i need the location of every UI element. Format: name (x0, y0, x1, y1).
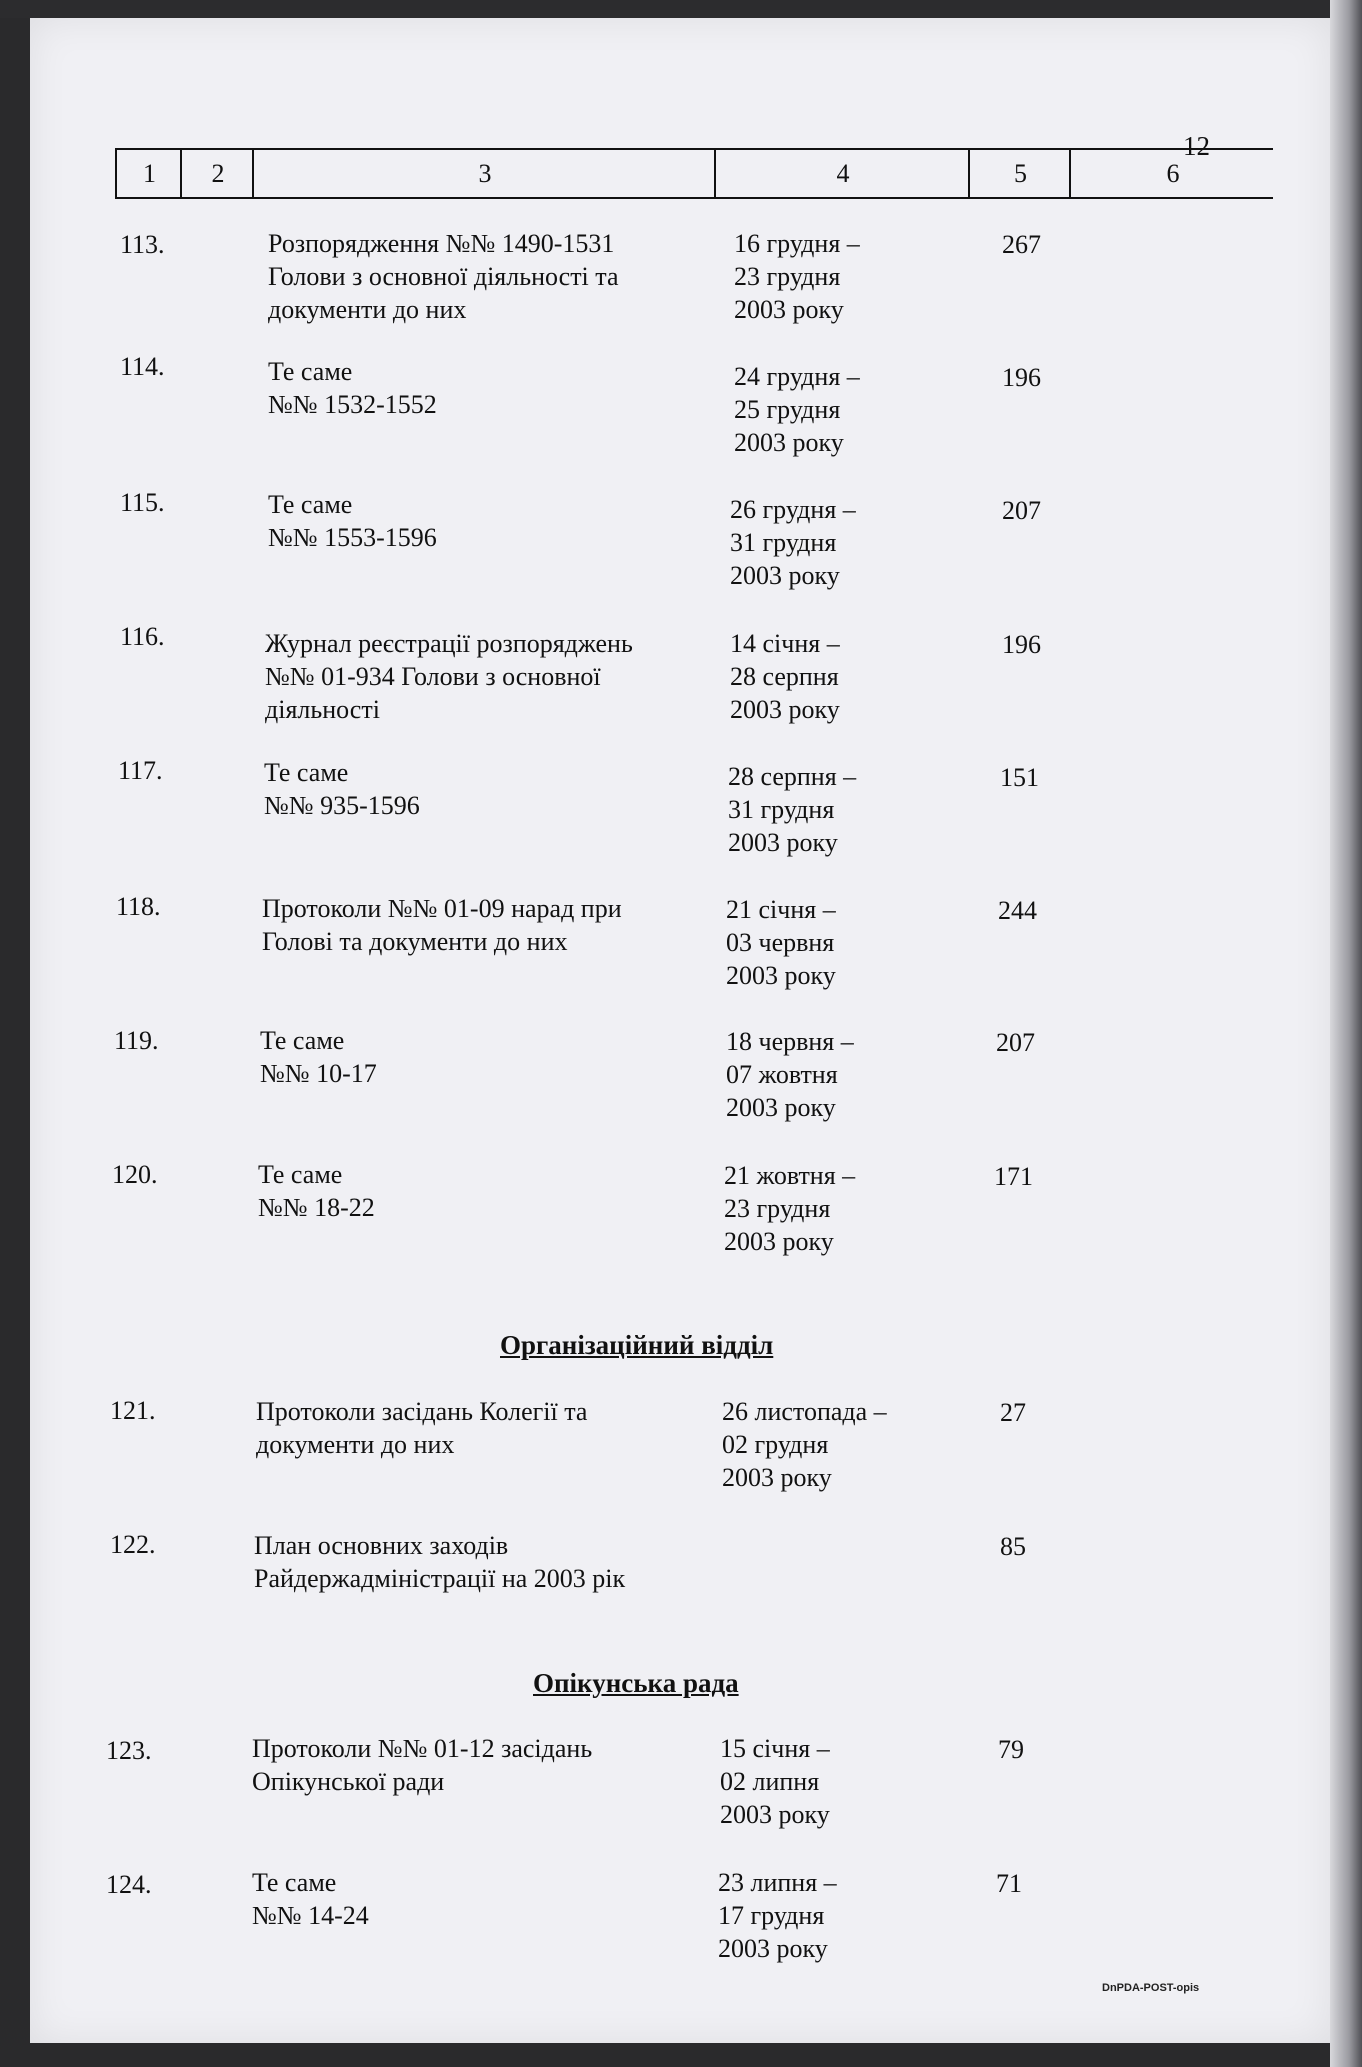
row-number: 119. (114, 1026, 159, 1055)
page-number: 12 (1183, 131, 1210, 161)
row-dates: 16 грудня – 23 грудня 2003 року (734, 229, 860, 324)
column-header-row (115, 148, 1273, 199)
scan-top-edge (0, 0, 1362, 18)
column-header-2: 2 (180, 150, 254, 197)
archive-stamp: DnPDA-POST-opis (1102, 1982, 1200, 1994)
row-title: Протоколи №№ 01-12 засідань Опікунської ради (252, 1734, 593, 1796)
column-header-3: 3 (252, 150, 716, 197)
row-sheet-count: 244 (998, 896, 1037, 925)
row-number: 113. (120, 230, 165, 259)
row-sheet-count: 196 (1002, 363, 1041, 392)
row-sheet-count: 27 (1000, 1398, 1026, 1427)
row-dates: 15 січня – 02 липня 2003 року (720, 1734, 830, 1829)
row-number: 120. (112, 1160, 158, 1189)
row-title: Розпорядження №№ 1490-1531 Голови з основної діяльності та документи до них (268, 229, 619, 324)
column-header-6: 6 (1069, 150, 1275, 197)
row-number: 122. (110, 1530, 156, 1559)
section-heading-organizational: Організаційний відділ (500, 1330, 774, 1360)
row-title: План основних заходів Райдержадміністрації на 2003 рік (254, 1531, 626, 1593)
row-dates: 23 липня – 17 грудня 2003 року (718, 1868, 837, 1963)
row-sheet-count: 267 (1002, 230, 1041, 259)
row-sheet-count: 171 (994, 1162, 1033, 1191)
section-heading-guardianship: Опікунська рада (533, 1668, 739, 1698)
row-sheet-count: 85 (1000, 1532, 1026, 1561)
row-sheet-count: 207 (996, 1028, 1035, 1057)
row-number: 118. (116, 892, 161, 921)
row-title: Те саме №№ 10-17 (260, 1026, 377, 1088)
document-page (30, 18, 1330, 2043)
row-title: Журнал реєстрації розпоряджень №№ 01-934 Голови з основної діяльності (265, 629, 633, 724)
row-dates: 26 грудня – 31 грудня 2003 року (730, 495, 856, 590)
column-header-5: 5 (968, 150, 1071, 197)
row-title: Те саме №№ 935-1596 (264, 758, 420, 820)
row-dates: 18 червня – 07 жовтня 2003 року (726, 1027, 854, 1122)
row-dates: 14 січня – 28 серпня 2003 року (730, 629, 840, 724)
row-number: 114. (120, 352, 165, 381)
column-header-1: 1 (115, 150, 182, 197)
row-dates: 28 серпня – 31 грудня 2003 року (728, 762, 857, 857)
row-title: Те саме №№ 1553-1596 (268, 490, 437, 552)
row-number: 117. (118, 756, 163, 785)
row-title: Протоколи засідань Колегії та документи до них (256, 1397, 588, 1459)
row-title: Те саме №№ 18-22 (258, 1160, 375, 1222)
scan-right-edge (1330, 0, 1362, 2067)
row-sheet-count: 71 (996, 1869, 1022, 1898)
row-sheet-count: 79 (998, 1735, 1024, 1764)
row-title: Те саме №№ 14-24 (252, 1868, 369, 1930)
row-number: 124. (106, 1870, 152, 1899)
row-number: 116. (120, 622, 165, 651)
row-dates: 21 жовтня – 23 грудня 2003 року (724, 1161, 856, 1256)
row-sheet-count: 196 (1002, 630, 1041, 659)
row-dates: 26 листопада – 02 грудня 2003 року (722, 1397, 887, 1492)
row-title: Протоколи №№ 01-09 нарад при Голові та документи до них (262, 894, 622, 956)
row-dates: 21 січня – 03 червня 2003 року (726, 895, 836, 990)
row-number: 115. (120, 488, 165, 517)
row-dates: 24 грудня – 25 грудня 2003 року (734, 362, 860, 457)
row-title: Те саме №№ 1532-1552 (268, 357, 437, 419)
row-sheet-count: 151 (1000, 763, 1039, 792)
row-sheet-count: 207 (1002, 496, 1041, 525)
column-header-4: 4 (714, 150, 970, 197)
row-number: 121. (110, 1396, 156, 1425)
row-number: 123. (106, 1736, 152, 1765)
